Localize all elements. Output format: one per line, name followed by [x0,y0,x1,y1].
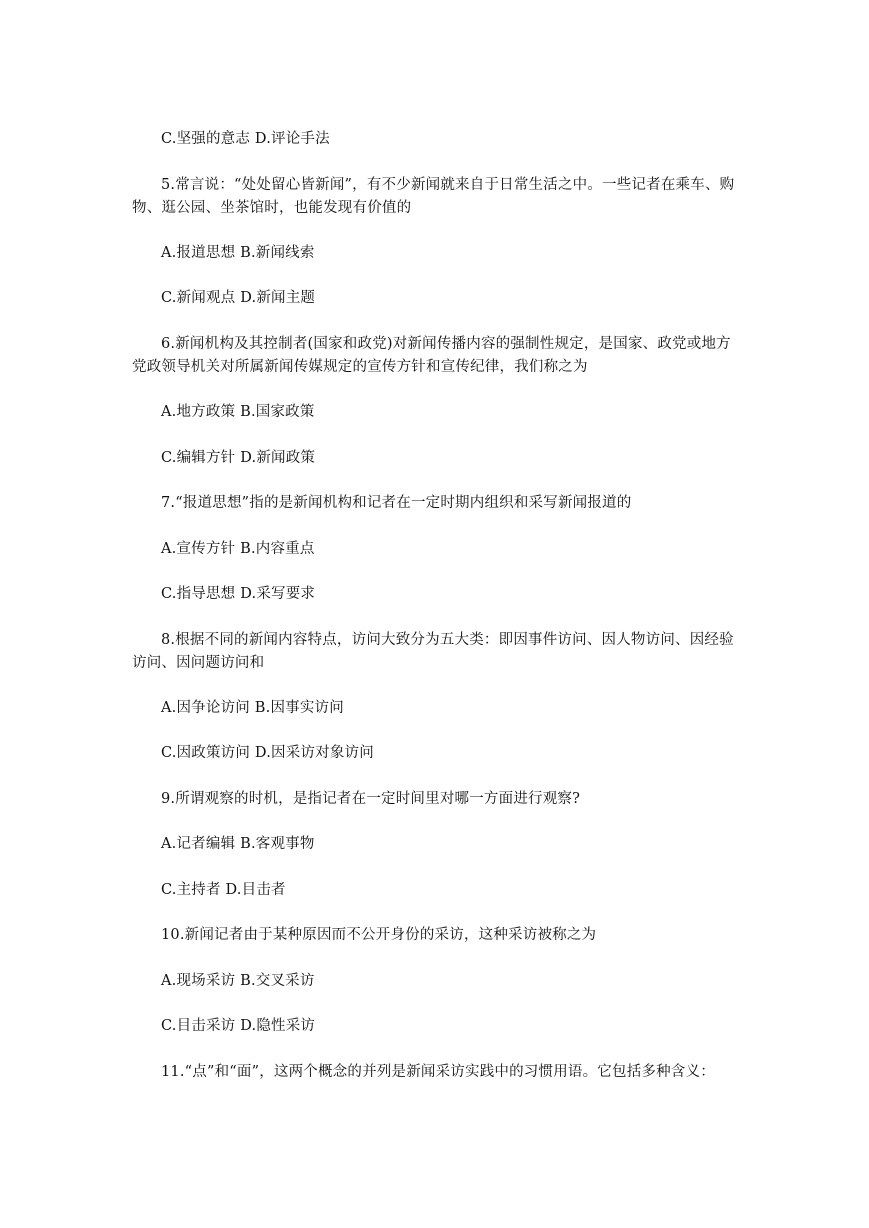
option-line-q6-cd: C.编辑方针 D.新闻政策 [161,450,316,466]
option-line-q4-cd: C.坚强的意志 D.评论手法 [161,131,330,147]
option-line-q6-ab: A.地方政策 B.国家政策 [161,404,315,420]
option-line-q10-ab: A.现场采访 B.交叉采访 [161,973,315,989]
option-line-q9-cd: C.主持者 D.目击者 [161,882,286,898]
option-line-q5-cd: C.新闻观点 D.新闻主题 [161,290,316,306]
question-5: 5.常言说：“处处留心皆新闻”，有不少新闻就来自于日常生活之中。一些记者在乘车、购物、逛公园、坐茶馆时，也能发现有价值的 [132,177,735,216]
question-11: 11.“点”和“面”，这两个概念的并列是新闻采访实践中的习惯用语。它包括多种含义： [161,1064,715,1080]
option-line-q5-ab: A.报道思想 B.新闻线索 [161,245,315,261]
option-line-q7-cd: C.指导思想 D.采写要求 [161,586,316,602]
option-line-q9-ab: A.记者编辑 B.客观事物 [161,836,315,852]
question-9: 9.所谓观察的时机，是指记者在一定时间里对哪一方面进行观察? [161,791,581,807]
question-8: 8.根据不同的新闻内容特点，访问大致分为五大类：即因事件访问、因人物访问、因经验访问、因问题访问和 [132,632,734,671]
option-line-q10-cd: C.目击采访 D.隐性采访 [161,1018,316,1034]
option-line-q8-ab: A.因争论访问 B.因事实访问 [161,700,344,716]
question-10: 10.新闻记者由于某种原因而不公开身份的采访，这种采访被称之为 [161,927,597,943]
question-6: 6.新闻机构及其控制者(国家和政党)对新闻传播内容的强制性规定，是国家、政党或地方党政领导机关对所属新闻传媒规定的宣传方针和宣传纪律，我们称之为 [132,336,731,375]
option-line-q7-ab: A.宣传方针 B.内容重点 [161,541,315,557]
question-7: 7.“报道思想”指的是新闻机构和记者在一定时期内组织和采写新闻报道的 [161,495,632,511]
option-line-q8-cd: C.因政策访问 D.因采访对象访问 [161,745,374,761]
